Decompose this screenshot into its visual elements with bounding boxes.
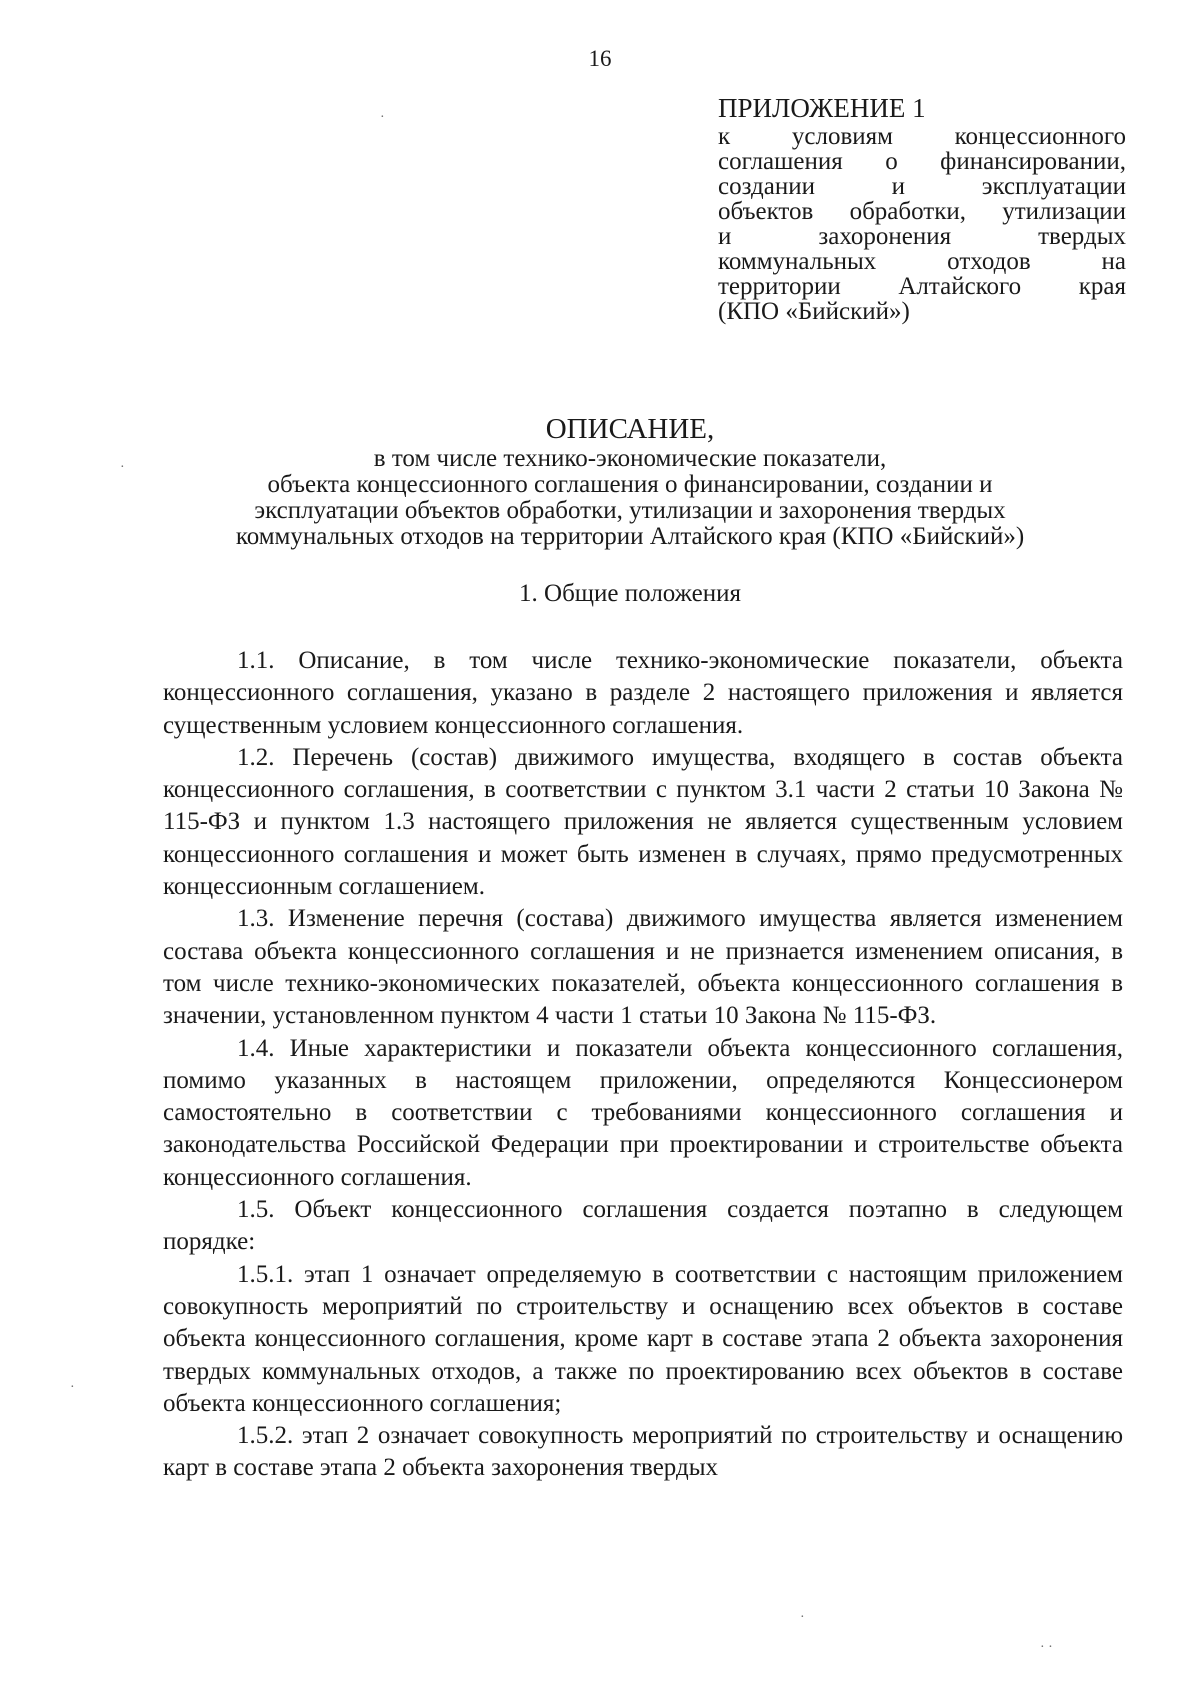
paragraph-1-4: 1.4. Иные характеристики и показатели объекта концессионного соглашения, помимо указанных в настоящем приложении, определяются Концессионером самостоятельно в соответствии с требованиями концессионного соглашения и законодательства Российской Федерации при проектировании и строительстве объекта концессионного соглашения. (163, 1034, 1123, 1191)
section-title: 1. Общие положения (519, 580, 741, 607)
heading-title: ОПИСАНИЕ, (545, 413, 715, 445)
appendix-line: территории Алтайского края (718, 273, 1126, 300)
heading-line: эксплуатации объектов обработки, утилизации и захоронения твердых (254, 497, 1006, 524)
document-body (163, 645, 1123, 1485)
appendix-line: создании и эксплуатации (718, 173, 1126, 200)
page-number: 16 (588, 46, 612, 71)
scan-speck: · (70, 1380, 75, 1395)
scan-speck: · (120, 460, 125, 475)
paragraph-1-5-1: 1.5.1. этап 1 означает определяемую в соответствии с настоящим приложением совокупность мероприятий по строительству и оснащению всех объектов в составе объекта концессионного соглашения, кроме карт в составе этапа 2 объекта захоронения твердых коммунальных отходов, а также по проектированию всех объектов в составе объекта концессионного соглашения; (163, 1260, 1123, 1417)
paragraph-1-1: 1.1. Описание, в том числе технико-экономические показатели, объекта концессионного соглашения, указано в разделе 2 настоящего приложения и является существенным условием концессионного соглашения. (163, 647, 1123, 739)
heading-line: коммунальных отходов на территории Алтайского края (КПО «Бийский») (235, 523, 1025, 550)
heading-line: в том числе технико-экономические показатели, (373, 445, 887, 472)
paragraph-1-3: 1.3. Изменение перечня (состава) движимого имущества является изменением состава объекта концессионного соглашения и не признается изменением описания, в том числе технико-экономических показателей, объекта концессионного соглашения в значении, установленном пунктом 4 части 1 статьи 10 Закона № 115-ФЗ. (163, 905, 1123, 1030)
scan-speck: · · (1040, 1640, 1053, 1655)
appendix-line: (КПО «Бийский») (718, 298, 910, 325)
paragraph-1-2: 1.2. Перечень (состав) движимого имущества, входящего в состав объекта концессионного соглашения, в соответствии с пунктом 3.1 части 2 статьи 10 Закона № 115-ФЗ и пунктом 1.3 настоящего приложения не является существенным условием концессионного соглашения и может быть изменен в случаях, прямо предусмотренных концессионным соглашением. (163, 743, 1123, 901)
appendix-line: соглашения о финансировании, (718, 148, 1126, 175)
appendix-block (718, 92, 1126, 324)
heading-line: объекта концессионного соглашения о финансировании, создании и (267, 471, 993, 498)
scan-speck: · (800, 1610, 805, 1625)
paragraph-1-5: 1.5. Объект концессионного соглашения создается поэтапно в следующем порядке: (163, 1196, 1123, 1256)
paragraph-1-5-2: 1.5.2. этап 2 означает совокупность мероприятий по строительству и оснащению карт в составе этапа 2 объекта захоронения твердых (163, 1422, 1123, 1482)
appendix-line: к условиям концессионного (718, 123, 1126, 150)
appendix-line: коммунальных отходов на (718, 248, 1126, 275)
appendix-title: ПРИЛОЖЕНИЕ 1 (718, 93, 926, 123)
document-heading (150, 412, 1110, 550)
appendix-line: и захоронения твердых (718, 223, 1126, 250)
scan-speck: · (380, 110, 385, 125)
appendix-line: объектов обработки, утилизации (718, 198, 1126, 225)
